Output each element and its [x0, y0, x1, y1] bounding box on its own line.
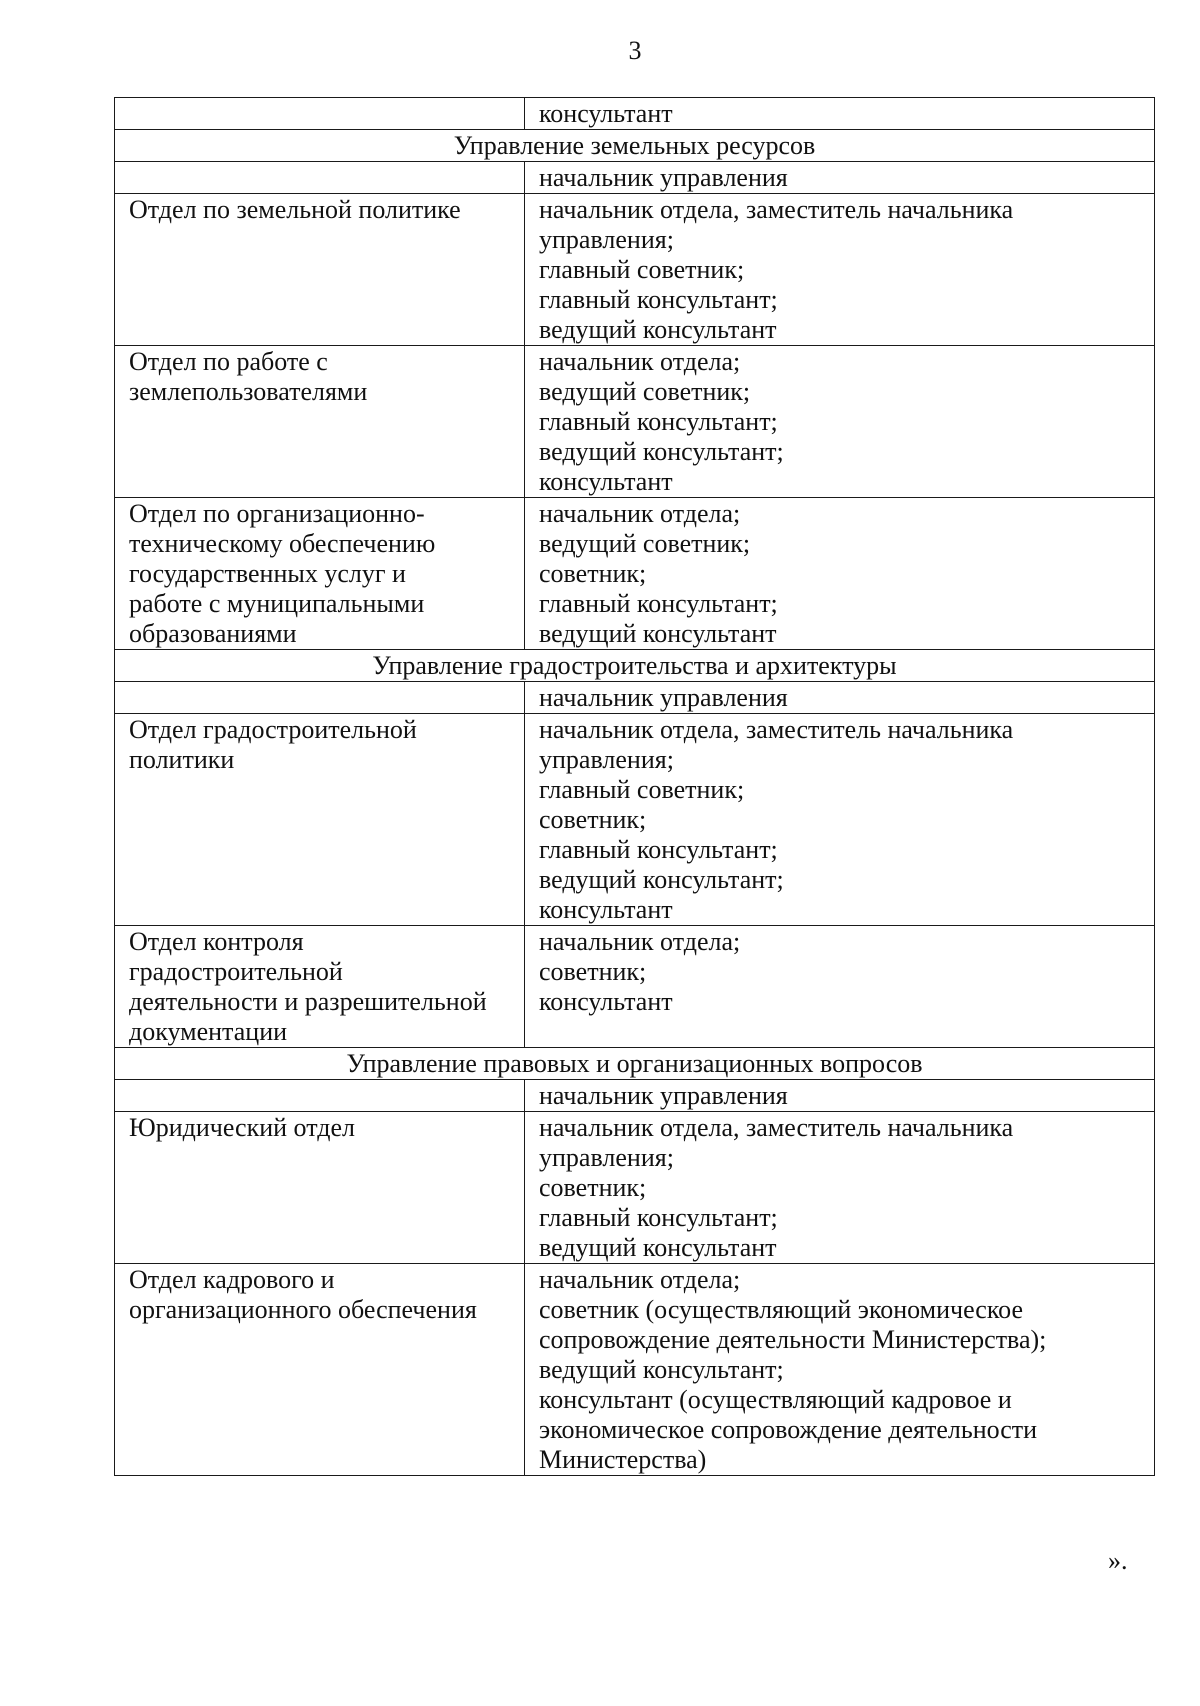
- department-name-line: градостроительной: [129, 957, 343, 986]
- department-name-line: документации: [129, 1017, 288, 1046]
- position-line: начальник отдела, заместитель начальника: [539, 195, 1014, 224]
- position-line: главный консультант;: [539, 407, 778, 436]
- position-line: советник;: [539, 559, 647, 588]
- position-line: начальник управления: [539, 1081, 788, 1110]
- positions-cell: [525, 1080, 1155, 1112]
- department-name-cell: [115, 194, 525, 346]
- position-line: главный советник;: [539, 255, 745, 284]
- department-row: [115, 926, 1155, 1048]
- department-name-line: Отдел по организационно-: [129, 499, 425, 528]
- position-line: сопровождение деятельности Министерства);: [539, 1325, 1047, 1354]
- department-name-cell: [115, 1112, 525, 1264]
- position-line: ведущий консультант: [539, 315, 777, 344]
- department-row: [115, 498, 1155, 650]
- department-name-line: землепользователями: [129, 377, 368, 406]
- department-row: [115, 194, 1155, 346]
- position-line: советник;: [539, 1173, 647, 1202]
- department-cell: [115, 682, 525, 714]
- department-cell: [115, 1080, 525, 1112]
- section-title-row: [115, 130, 1155, 162]
- position-line: консультант: [539, 895, 673, 924]
- department-name-line: техническому обеспечению: [129, 529, 436, 558]
- position-line: главный консультант;: [539, 589, 778, 618]
- position-line: главный консультант;: [539, 835, 778, 864]
- department-name-line: организационного обеспечения: [129, 1295, 477, 1324]
- department-name-line: политики: [129, 745, 235, 774]
- department-name-line: Юридический отдел: [129, 1113, 355, 1142]
- position-line: главный советник;: [539, 775, 745, 804]
- table-body: [115, 98, 1155, 1476]
- position-line: советник;: [539, 957, 647, 986]
- department-name-cell: [115, 498, 525, 650]
- position-line: начальник отдела;: [539, 927, 741, 956]
- department-name-line: Отдел по земельной политике: [129, 195, 461, 224]
- section-title: Управление градостроительства и архитектуры: [115, 650, 1155, 682]
- closing-quote-mark: ».: [1108, 1546, 1128, 1575]
- position-line: советник (осуществляющий экономическое: [539, 1295, 1024, 1324]
- section-title-row: [115, 1048, 1155, 1080]
- department-row: [115, 1264, 1155, 1476]
- position-line: Министерства): [539, 1445, 707, 1474]
- department-row: [115, 346, 1155, 498]
- positions-cell: [525, 714, 1155, 926]
- position-line: ведущий консультант: [539, 1233, 777, 1262]
- department-row: [115, 714, 1155, 926]
- position-line: начальник отдела, заместитель начальника: [539, 715, 1014, 744]
- positions-cell: [525, 926, 1155, 1048]
- position-line: управления;: [539, 225, 674, 254]
- department-name-line: государственных услуг и: [129, 559, 406, 588]
- section-head-row: [115, 1080, 1155, 1112]
- section-title: Управление правовых и организационных вопросов: [115, 1048, 1155, 1080]
- department-name-line: Отдел контроля: [129, 927, 304, 956]
- page-number: 3: [628, 36, 642, 65]
- positions-cell: [525, 162, 1155, 194]
- department-name-line: Отдел по работе с: [129, 347, 328, 376]
- department-cell: [115, 162, 525, 194]
- department-name-line: Отдел кадрового и: [129, 1265, 335, 1294]
- department-name-cell: [115, 926, 525, 1048]
- section-head-row: [115, 682, 1155, 714]
- department-name-line: Отдел градостроительной: [129, 715, 417, 744]
- position-line: ведущий консультант;: [539, 865, 784, 894]
- position-line: ведущий советник;: [539, 377, 751, 406]
- table-row: [115, 98, 1155, 130]
- position-line: главный консультант;: [539, 1203, 778, 1232]
- position-line: главный консультант;: [539, 285, 778, 314]
- position-line: начальник отдела;: [539, 347, 741, 376]
- department-cell: [115, 98, 525, 130]
- position-line: консультант (осуществляющий кадровое и: [539, 1385, 1012, 1414]
- position-line: управления;: [539, 1143, 674, 1172]
- section-head-row: [115, 162, 1155, 194]
- position-line: советник;: [539, 805, 647, 834]
- position-line: начальник управления: [539, 683, 788, 712]
- department-name-cell: [115, 714, 525, 926]
- position-line: ведущий консультант;: [539, 1355, 784, 1384]
- positions-cell: [525, 346, 1155, 498]
- position-line: экономическое сопровождение деятельности: [539, 1415, 1038, 1444]
- department-row: [115, 1112, 1155, 1264]
- positions-cell: [525, 1264, 1155, 1476]
- position-line: ведущий консультант: [539, 619, 777, 648]
- position-line: управления;: [539, 745, 674, 774]
- positions-cell: [525, 682, 1155, 714]
- staff-positions-table: [114, 97, 1155, 1476]
- position-line: начальник отдела;: [539, 1265, 741, 1294]
- position-line: ведущий консультант;: [539, 437, 784, 466]
- positions-cell: [525, 498, 1155, 650]
- position-line: ведущий советник;: [539, 529, 751, 558]
- department-name-line: образованиями: [129, 619, 297, 648]
- department-name-line: работе с муниципальными: [129, 589, 425, 618]
- position-line: консультант: [539, 99, 673, 128]
- positions-cell: [525, 1112, 1155, 1264]
- section-title: Управление земельных ресурсов: [115, 130, 1155, 162]
- section-title-row: [115, 650, 1155, 682]
- position-line: начальник управления: [539, 163, 788, 192]
- positions-cell: [525, 194, 1155, 346]
- position-line: начальник отдела, заместитель начальника: [539, 1113, 1014, 1142]
- department-name-line: деятельности и разрешительной: [129, 987, 487, 1016]
- position-line: начальник отдела;: [539, 499, 741, 528]
- positions-cell: [525, 98, 1155, 130]
- position-line: консультант: [539, 987, 673, 1016]
- department-name-cell: [115, 346, 525, 498]
- position-line: консультант: [539, 467, 673, 496]
- department-name-cell: [115, 1264, 525, 1476]
